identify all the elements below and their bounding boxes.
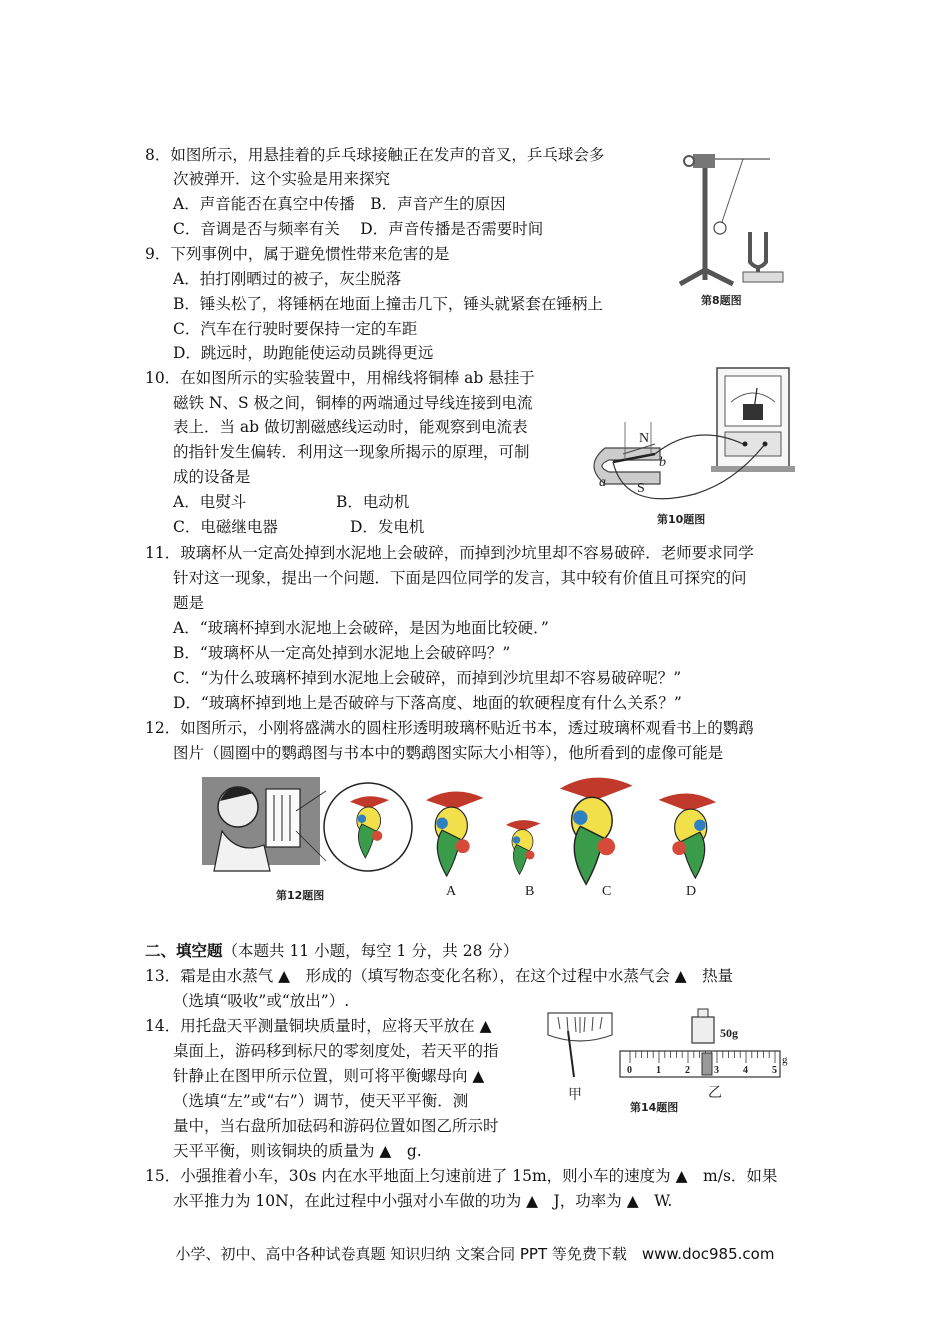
section2-title: 二、填空题 [145, 941, 223, 960]
q12-label-b: B [525, 884, 535, 899]
q12-line2: 图片（圆圈中的鹦鹉图与书本中的鹦鹉图实际大小相等），他所看到的虚像可能是 [173, 744, 724, 762]
q11-line2: 针对这一现象，提出一个问题．下面是四位同学的发言，其中较有价值且可探究的问 [173, 569, 747, 587]
q10-electromagnetic-figure [585, 362, 797, 530]
q14-line1: 14．用托盘天平测量铜块质量时，应将天平放在 ▲ [145, 1017, 492, 1035]
q13-line1: 13．霜是由水蒸气 ▲ 形成的（填写物态变化名称），在这个过程中水蒸气会 ▲ 热量 [145, 967, 734, 985]
q14-line4: （选填“左”或“右”）调节，使天平平衡．测 [173, 1092, 469, 1110]
ruler-tick-label: 4 [743, 1065, 748, 1076]
q9-option-c: C．汽车在行驶时要保持一定的车距 [173, 320, 418, 338]
q15-line1: 15．小强推着小车，30s 内在水平地面上匀速前进了 15m，则小车的速度为 ▲ m/s．如果 [145, 1167, 778, 1185]
section2-note: （本题共 11 小题，每空 1 分，共 28 分） [222, 942, 519, 960]
ruler-tick-label: 5 [772, 1065, 777, 1076]
q8-options-ab: A．声音能否在真空中传播 B．声音产生的原因 [173, 195, 506, 213]
q10-option-b: B．电动机 [336, 493, 410, 511]
q14-caption: 第14题图 [630, 1101, 679, 1114]
q9-option-b: B．锤头松了，将锤柄在地面上撞击几下，锤头就紧套在锤柄上 [173, 295, 603, 313]
q14-label-jia: 甲 [568, 1088, 582, 1103]
q9-option-a: A．拍打刚晒过的被子，灰尘脱落 [173, 270, 402, 288]
q14-weight-label: 50g [720, 1026, 738, 1040]
q10-line3: 表上．当 ab 做切割磁感线运动时，能观察到电流表 [173, 418, 528, 436]
q11-option-b: B．“玻璃杯从一定高处掉到水泥地上会破碎吗？” [173, 644, 511, 662]
ruler-tick-label: 0 [627, 1065, 632, 1076]
q10-option-c: C．电磁继电器 [173, 518, 278, 536]
q14-line6: 天平平衡，则该铜块的质量为 ▲ g. [173, 1142, 422, 1160]
q11-line1: 11．玻璃杯从一定高处掉到水泥地上会破碎，而掉到沙坑里却不容易破碎．老师要求同学 [145, 544, 754, 562]
q9-stem: 9．下列事例中，属于避免惯性带来危害的是 [145, 245, 450, 263]
q10-label-s: S [637, 481, 645, 496]
section2-heading [145, 940, 518, 962]
q12-line1: 12．如图所示，小刚将盛满水的圆柱形透明玻璃杯贴近书本，透过玻璃杯观看书上的鹦鹉 [145, 719, 754, 737]
q8-line2: 次被弹开．这个实验是用来探究 [173, 170, 391, 188]
ruler-tick-label: 2 [685, 1065, 690, 1076]
q14-line2: 桌面上，游码移到标尺的零刻度处，若天平的指 [173, 1042, 499, 1060]
q11-option-d: D．“玻璃杯掉到地上是否破碎与下落高度、地面的软硬程度有什么关系？” [173, 694, 682, 712]
q10-option-a: A．电熨斗 [173, 493, 247, 511]
q13-line2: （选填“吸收”或“放出”）. [173, 992, 350, 1010]
q12-label-c: C [602, 884, 612, 899]
q10-line5: 成的设备是 [173, 468, 251, 486]
q9-option-d: D．跳远时，助跑能使运动员跳得更远 [173, 344, 434, 362]
q15-line2: 水平推力为 10N，在此过程中小强对小车做的功为 ▲ J，功率为 ▲ W. [173, 1192, 673, 1210]
ruler-tick-label: 1 [656, 1065, 661, 1076]
q14-balance-figure [540, 1005, 790, 1117]
q12-caption: 第12题图 [276, 889, 325, 902]
ruler-tick-label: 3 [714, 1065, 719, 1076]
q10-label-a: a [599, 475, 606, 490]
q10-label-b: b [659, 455, 666, 470]
q11-option-c: C．“为什么玻璃杯掉到水泥地上会破碎，而掉到沙坑里却不容易破碎呢？” [173, 669, 682, 687]
q12-parrot-figure [200, 775, 740, 910]
q10-line2: 磁铁 N、S 极之间，铜棒的两端通过导线连接到电流 [173, 394, 533, 412]
q8-tuning-fork-figure [665, 142, 800, 312]
q10-caption: 第10题图 [657, 513, 706, 526]
q8-line1: 8．如图所示，用悬挂着的乒乓球接触正在发声的音叉，乒乓球会多 [145, 146, 605, 164]
q14-ruler-unit: g [782, 1054, 788, 1066]
q12-label-a: A [446, 884, 457, 899]
q8-options-cd: C．音调是否与频率有关 D．声音传播是否需要时间 [173, 220, 544, 238]
page-footer: 小学、初中、高中各种试卷真题 知识归纳 文案合同 PPT 等免费下载 www.doc985.com [175, 1245, 775, 1263]
q10-option-d: D．发电机 [350, 518, 425, 536]
q14-line3: 针静止在图甲所示位置，则可将平衡螺母向 ▲ [173, 1067, 485, 1085]
q10-line4: 的指针发生偏转．利用这一现象所揭示的原理，可制 [173, 443, 530, 461]
q10-label-n: N [639, 431, 650, 446]
q11-line3: 题是 [173, 594, 205, 612]
q14-line5: 量中，当右盘所加砝码和游码位置如图乙所示时 [173, 1117, 499, 1135]
q14-label-yi: 乙 [708, 1086, 722, 1101]
q12-label-d: D [686, 884, 697, 899]
q8-caption: 第8题图 [701, 294, 742, 307]
q10-line1: 10．在如图所示的实验装置中，用棉线将铜棒 ab 悬挂于 [145, 369, 535, 387]
q11-option-a: A．“玻璃杯掉到水泥地上会破碎，是因为地面比较硬．” [173, 619, 549, 637]
